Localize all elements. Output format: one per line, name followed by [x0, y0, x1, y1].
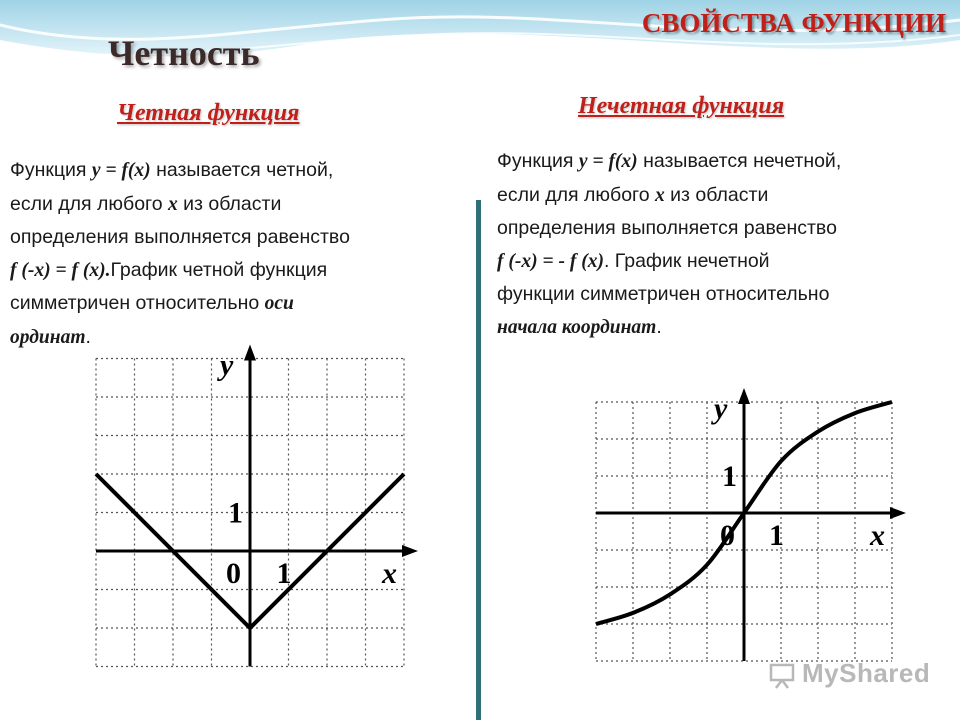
section-heading: Четность: [108, 33, 260, 73]
odd-graph-y-label: y: [714, 392, 728, 425]
odd-graph-axes: [596, 388, 906, 661]
odd-line-3: определения выполняется равенство: [497, 217, 837, 239]
y-axis-arrow: [244, 345, 256, 361]
column-divider: [476, 200, 481, 720]
odd-line-2: если для любого x из области: [497, 183, 769, 206]
even-line-3: определения выполняется равенство: [10, 226, 350, 248]
odd-function-title: Нечетная функция: [578, 93, 785, 119]
odd-graph-x-label: x: [870, 519, 885, 552]
odd-graph-origin-label: 0: [720, 519, 735, 552]
odd-function-graph: [578, 350, 908, 670]
odd-line-4: f (-x) = - f (x). График нечетной: [497, 249, 770, 272]
even-function-graph: [80, 340, 420, 680]
odd-line-5: функции симметричен относительно: [497, 283, 830, 305]
even-line-2: если для любого x из области: [10, 192, 282, 215]
y-axis-arrow: [738, 388, 750, 404]
x-axis-arrow: [402, 545, 418, 557]
slide-title: СВОЙСТВА ФУНКЦИИ: [641, 8, 946, 38]
even-graph-y-label: y: [220, 348, 234, 382]
even-line-5: симметричен относительно оси: [10, 292, 294, 314]
odd-function-definition: [497, 145, 841, 344]
even-graph-origin-label: 0: [226, 557, 241, 590]
odd-graph-unit-x-label: 1: [769, 519, 784, 552]
even-graph-x-label: x: [382, 557, 397, 590]
odd-line-1: Функция y = f(x) называется нечетной,: [497, 150, 842, 172]
watermark: MyShared: [802, 658, 931, 688]
even-line-6: ординат.: [10, 325, 91, 348]
odd-line-6: начала координат.: [497, 315, 662, 338]
even-line-4: f (-x) = f (x).График четной функция: [10, 258, 328, 281]
even-line-1: Функция y = f(x) называется четной,: [10, 159, 334, 181]
even-function-definition: [10, 154, 350, 354]
odd-graph-unit-y-label: 1: [722, 460, 737, 493]
even-graph-unit-x-label: 1: [276, 557, 292, 590]
presentation-icon: [768, 660, 798, 690]
x-axis-arrow: [890, 507, 906, 519]
even-graph-unit-y-label: 1: [228, 496, 243, 530]
even-function-title: Четная функция: [117, 100, 300, 126]
